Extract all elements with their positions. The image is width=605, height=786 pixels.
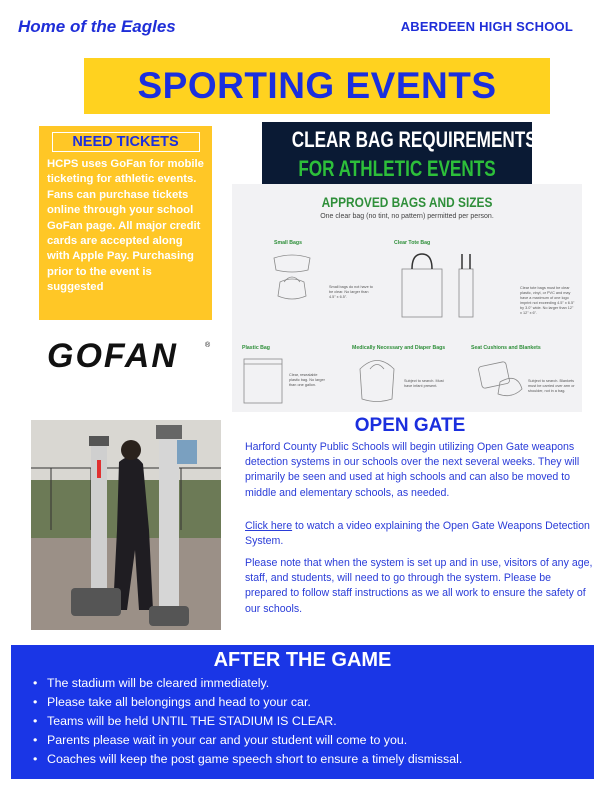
plastic-bag-icon bbox=[244, 359, 282, 403]
tagline: Home of the Eagles bbox=[18, 17, 176, 36]
svg-text:®: ® bbox=[205, 342, 211, 349]
open-gate-paragraph-3: Please note that when the system is set up and in use, visitors of any age, staff, and students, will need to go through the system. Please be prepared to follow staff instructions as we all work to ensure the safety of our schools. bbox=[245, 557, 593, 615]
diaper-bag-icon bbox=[360, 361, 394, 402]
tote-bag-front-icon bbox=[402, 269, 442, 317]
open-gate-photo bbox=[31, 420, 221, 630]
gofan-logo-text: GOFAN bbox=[47, 337, 178, 371]
after-game-list bbox=[11, 674, 594, 769]
clear-bag-line2: FOR ATHLETIC EVENTS bbox=[298, 156, 496, 181]
list-item: • The stadium will be cleared immediately. bbox=[31, 674, 594, 693]
page-title: SPORTING EVENTS bbox=[137, 65, 497, 106]
approved-bags-title: APPROVED BAGS AND SIZES bbox=[321, 194, 493, 210]
tickets-heading: NEED TICKETS bbox=[52, 132, 200, 152]
plastic-bag-note: Clear, resealable plastic bag. No larger than one gallon. bbox=[289, 373, 325, 387]
fanny-pack-icon bbox=[274, 255, 310, 272]
medical-bags-note: Subject to search. Must have infant present. bbox=[404, 379, 444, 388]
blanket-icon bbox=[498, 378, 522, 395]
approved-bags-subtitle: One clear bag (no tint, no pattern) permitted per person. bbox=[320, 213, 494, 220]
approved-bags-graphic bbox=[232, 184, 582, 412]
tote-bag-side-icon bbox=[459, 269, 473, 317]
tickets-body: HCPS uses GoFan for mobile ticketing for athletic events. Fans can purchase tickets online through your school GoFan page. All major credit cards are accepted along with Apple Pay. Purchasing prior to the event is suggested bbox=[47, 158, 204, 294]
open-gate-title: OPEN GATE bbox=[354, 415, 466, 436]
school-name: ABERDEEN HIGH SCHOOL bbox=[400, 19, 573, 34]
after-game-box bbox=[11, 645, 594, 779]
wristlet-icon bbox=[278, 279, 306, 299]
click-here-link[interactable]: Click here bbox=[245, 520, 293, 532]
small-bags-label: Small Bags bbox=[274, 240, 302, 246]
bag-illustrations bbox=[232, 184, 582, 412]
title-banner bbox=[84, 58, 550, 114]
seat-cushions-note: Subject to search. Blankets must be carried over arm or shoulder, not in a bag. bbox=[528, 379, 575, 393]
after-game-title: AFTER THE GAME bbox=[213, 649, 392, 671]
seat-cushion-icon bbox=[478, 361, 510, 388]
gofan-logo bbox=[47, 337, 211, 371]
list-item: • Please take all belongings and head to your car. bbox=[31, 693, 594, 712]
small-bags-note: Small bags do not have to be clear. No larger than 4.5" x 6.5". bbox=[329, 285, 373, 299]
seat-cushions-label: Seat Cushions and Blankets bbox=[471, 345, 541, 351]
clear-bag-line1: CLEAR BAG REQUIREMENTS bbox=[291, 127, 537, 152]
clear-tote-label: Clear Tote Bag bbox=[394, 240, 431, 246]
medical-bags-label: Medically Necessary and Diaper Bags bbox=[352, 345, 446, 351]
gate-pillar-right bbox=[159, 430, 179, 620]
list-item: • Parents please wait in your car and your student will come to you. bbox=[31, 731, 594, 750]
open-gate-link-description: to watch a video explaining the Open Gate Weapons Detection System. bbox=[245, 520, 590, 548]
clear-tote-note: Clear tote bags must be clear plastic, vinyl, or PVC and may have a maximum of one logo imprint not exceeding 4.5" x 6.5" by 3.0" wide. No larger than 12" x 12" x 6". bbox=[520, 286, 575, 315]
list-item: • Coaches will keep the post game speech short to ensure a timely dismissal. bbox=[31, 750, 594, 769]
tickets-box bbox=[39, 126, 212, 320]
list-item: • Teams will be held UNTIL THE STADIUM IS CLEAR. bbox=[31, 712, 594, 731]
open-gate-paragraph-2 bbox=[245, 519, 595, 549]
open-gate-paragraph-1: Harford County Public Schools will begin utilizing Open Gate weapons detection systems in our schools over the next several weeks. They will primarily be seen and used at high schools and can also be moved to middle and elementary schools, as needed. bbox=[245, 441, 580, 499]
plastic-bag-label: Plastic Bag bbox=[242, 345, 270, 351]
